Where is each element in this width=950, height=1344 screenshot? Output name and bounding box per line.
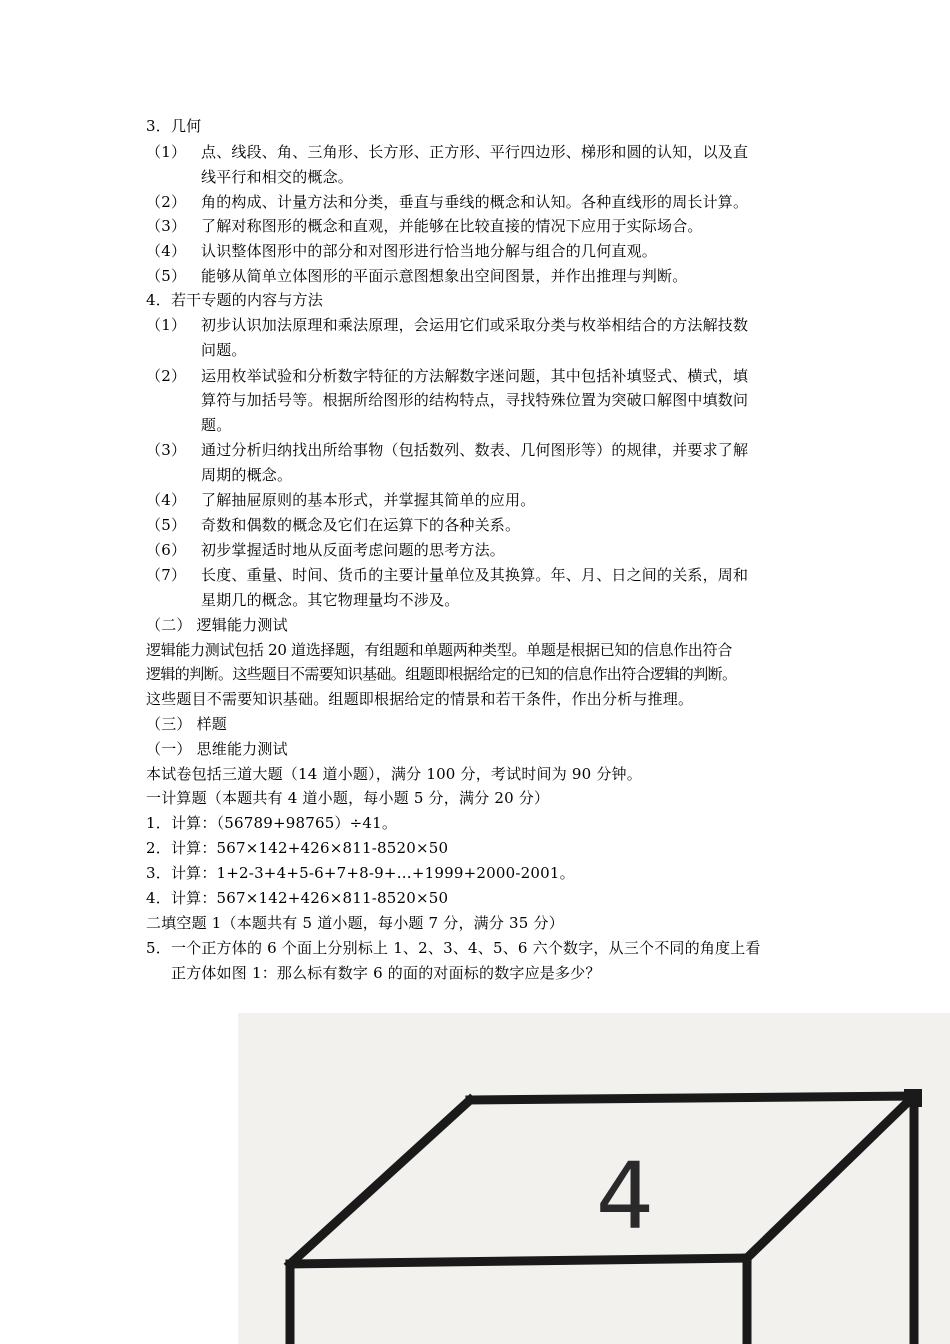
- item-number: （4）: [146, 491, 187, 509]
- item-number: （1）: [146, 316, 187, 334]
- item-text: 初步认识加法原理和乘法原理，会运用它们或采取分类与枚举相结合的方法解技数: [201, 316, 749, 334]
- paragraph-line: 逻辑能力测试包括 20 道选择题，有组题和单题两种类型。单题是根据已知的信息作出符合: [146, 641, 733, 659]
- cube-edge: [290, 1258, 747, 1264]
- cube-corner: [904, 1089, 922, 1107]
- part-3-title: （三） 样题: [146, 715, 227, 733]
- item-text: 算符与加括号等。根据所给图形的结构特点，寻找特殊位置为突破口解图中填数问: [201, 391, 749, 409]
- item-text: 题。: [201, 416, 232, 434]
- item-number: （3）: [146, 217, 187, 235]
- item-number: （1）: [146, 143, 187, 161]
- item-number: （7）: [146, 566, 187, 584]
- question: 2．计算：567×142+426×811-8520×50: [146, 839, 449, 857]
- item-text: 了解对称图形的概念和直观，并能够在比较直接的情况下应用于实际场合。: [201, 217, 703, 235]
- section-4-title: 4．若干专题的内容与方法: [146, 291, 323, 309]
- cube-edge: [290, 1100, 470, 1264]
- item-number: （6）: [146, 541, 187, 559]
- item-number: （2）: [146, 193, 187, 211]
- item-text: 周期的概念。: [201, 466, 293, 484]
- item-number: （2）: [146, 367, 187, 385]
- item-text: 问题。: [201, 341, 247, 359]
- item-text: 角的构成、计量方法和分类，垂直与垂线的概念和认知。各种直线形的周长计算。: [201, 193, 749, 211]
- cube-edge: [470, 1096, 914, 1100]
- item-number: （3）: [146, 441, 187, 459]
- item-text: 认识整体图形中的部分和对图形进行恰当地分解与组合的几何直观。: [201, 242, 658, 260]
- item-text: 线平行和相交的概念。: [201, 168, 354, 186]
- cube-drawing: [238, 1013, 950, 1344]
- cube-figure: [238, 1013, 950, 1344]
- item-text: 了解抽屉原则的基本形式，并掌握其简单的应用。: [201, 491, 536, 509]
- paragraph-line: 逻辑的判断。这些题目不需要知识基础。组题即根据给定的已知的信息作出符合逻辑的判断。: [146, 665, 737, 683]
- question: 4．计算：567×142+426×811-8520×50: [146, 889, 449, 907]
- part-2-title: （二） 逻辑能力测试: [146, 616, 288, 634]
- question: 5．一个正方体的 6 个面上分别标上 1、2、3、4、5、6 六个数字，从三个不同的角度上看: [146, 939, 761, 957]
- item-text: 能够从简单立体图形的平面示意图想象出空间图景，并作出推理与判断。: [201, 267, 688, 285]
- section-3-title: 3．几何: [146, 117, 202, 135]
- paragraph-line: 这些题目不需要知识基础。组题即根据给定的情景和若干条件，作出分析与推理。: [146, 690, 694, 708]
- item-number: （4）: [146, 242, 187, 260]
- item-text: 运用枚举试验和分析数字特征的方法解数字迷问题，其中包括补填竖式、横式，填: [201, 367, 749, 385]
- question: 1．计算：（56789+98765）÷41。: [146, 814, 398, 832]
- item-text: 奇数和偶数的概念及它们在运算下的各种关系。: [201, 516, 521, 534]
- top-face-digit: 4: [595, 1143, 655, 1250]
- cube-edge: [747, 1096, 914, 1258]
- item-text: 通过分析归纳找出所给事物（包括数列、数表、几何图形等）的规律，并要求了解: [201, 441, 749, 459]
- item-text: 星期几的概念。其它物理量均不涉及。: [201, 591, 460, 609]
- part-1-title: （一） 思维能力测试: [146, 740, 288, 758]
- section-heading: 二填空题 1（本题共有 5 道小题，每小题 7 分，满分 35 分）: [146, 914, 564, 932]
- question: 正方体如图 1：那么标有数字 6 的面的对面标的数字应是多少？: [171, 964, 601, 982]
- item-number: （5）: [146, 516, 187, 534]
- item-text: 初步掌握适时地从反面考虑问题的思考方法。: [201, 541, 506, 559]
- section-heading: 一计算题（本题共有 4 道小题，每小题 5 分，满分 20 分）: [146, 789, 550, 807]
- item-text: 长度、重量、时间、货币的主要计量单位及其换算。年、月、日之间的关系，周和: [201, 566, 749, 584]
- question: 3．计算：1+2-3+4+5-6+7+8-9+…+1999+2000-2001。: [146, 864, 575, 882]
- exam-intro: 本试卷包括三道大题（14 道小题），满分 100 分，考试时间为 90 分钟。: [146, 765, 642, 783]
- item-number: （5）: [146, 267, 187, 285]
- item-text: 点、线段、角、三角形、长方形、正方形、平行四边形、梯形和圆的认知，以及直: [201, 143, 749, 161]
